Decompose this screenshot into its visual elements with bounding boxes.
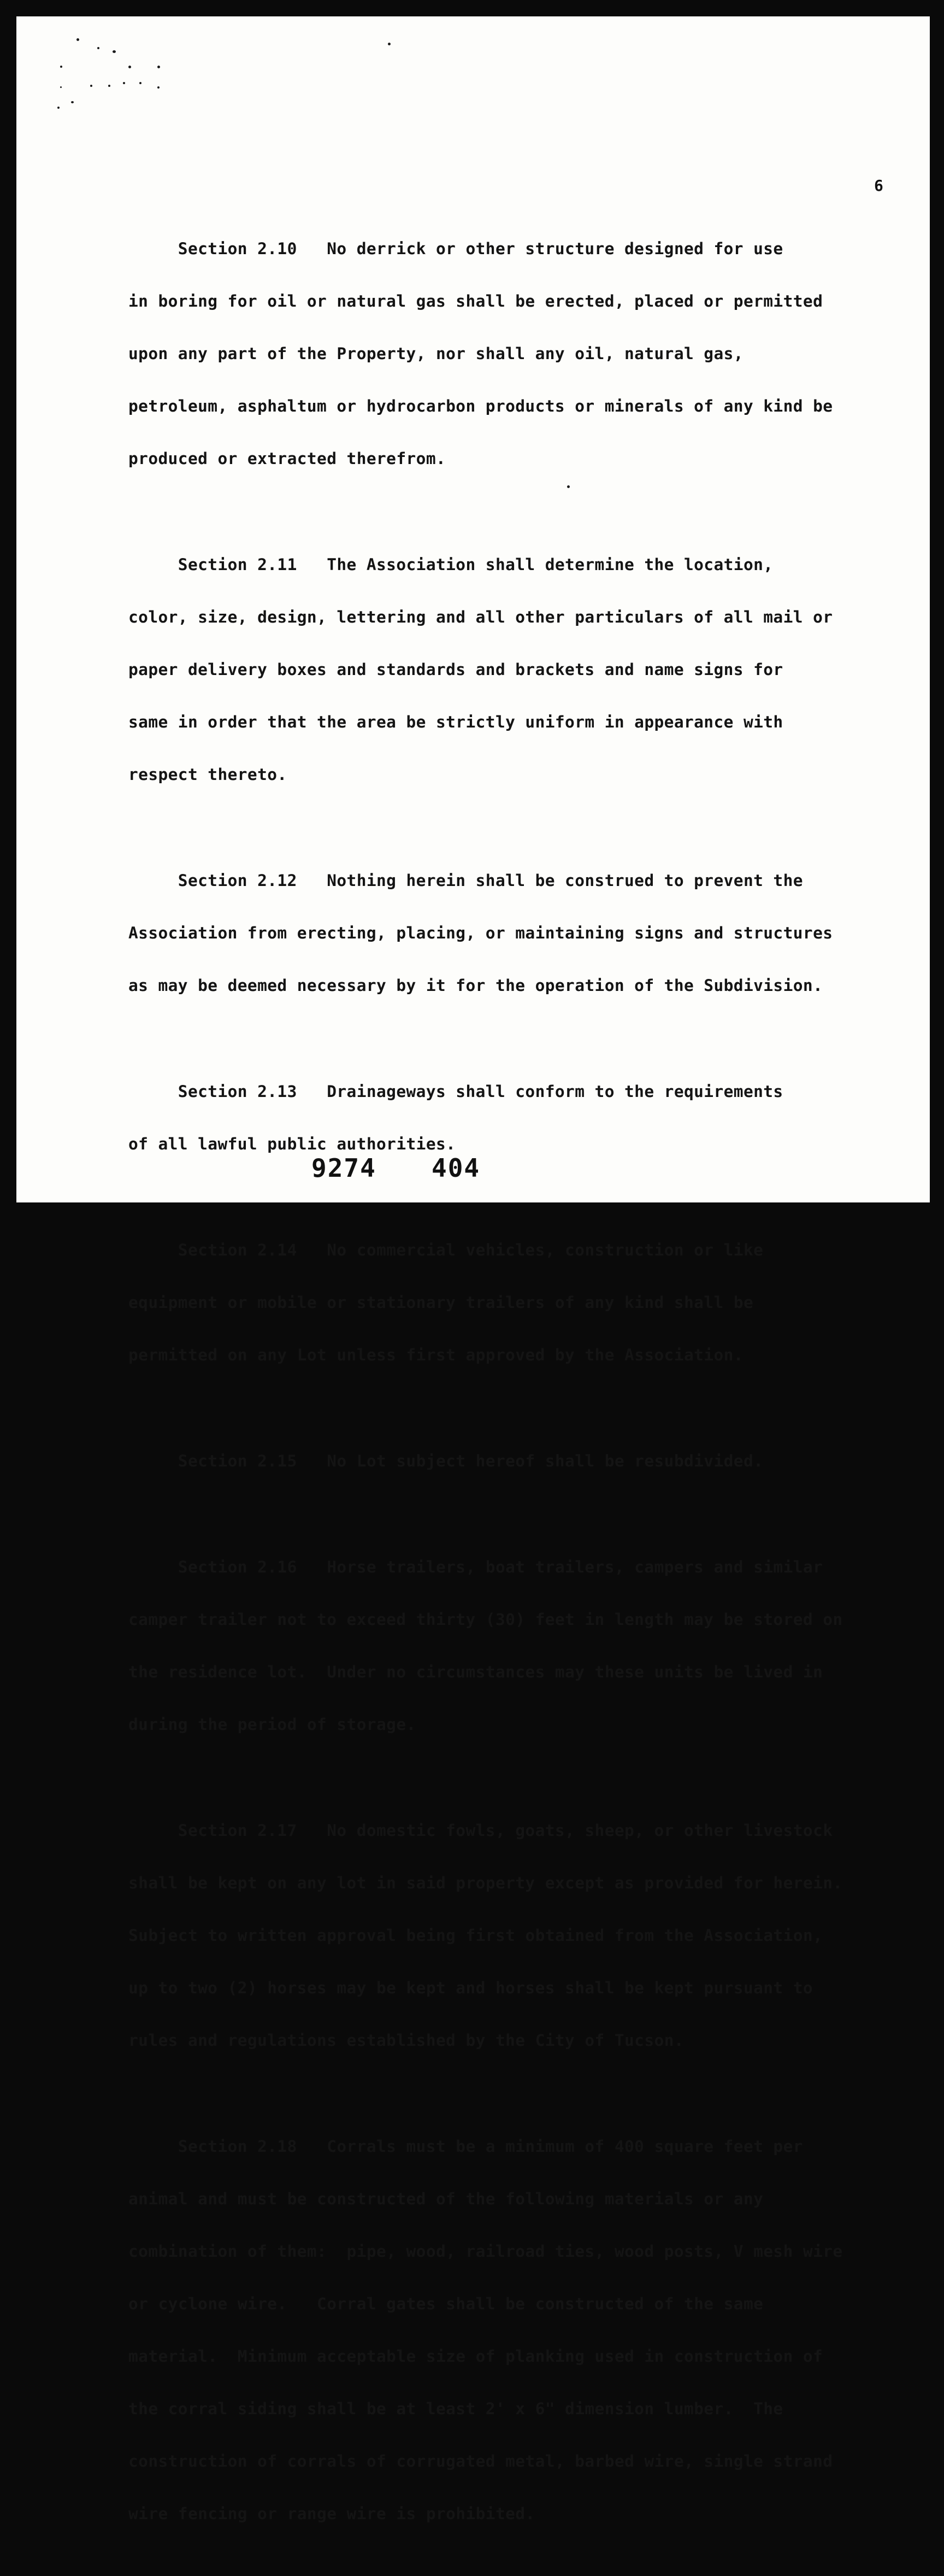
- text-line: the residence lot. Under no circumstances may these units be lived in: [128, 1663, 823, 1681]
- text-line: of all lawful public authorities.: [128, 1135, 456, 1153]
- scan-speck: [57, 107, 60, 109]
- scan-speck: [157, 86, 160, 89]
- scan-speck: [71, 101, 74, 103]
- section-2-15: [128, 1417, 910, 1505]
- scan-speck: [123, 82, 125, 84]
- text-line: same in order that the area be strictly uniform in appearance with: [128, 713, 783, 731]
- document-page: [16, 16, 930, 2523]
- section-2-16: [128, 1523, 910, 1768]
- text-line: the corral siding shall be at least 2' x 6" dimension lumber. The: [128, 2399, 783, 2418]
- text-line: Section 2.14 No commercial vehicles, construction or like: [128, 1241, 764, 1259]
- text-line: upon any part of the Property, nor shall any oil, natural gas,: [128, 344, 744, 363]
- scan-speck: [60, 66, 62, 68]
- text-line: Section 2.12 Nothing herein shall be construed to prevent the: [128, 871, 803, 890]
- text-line: construction of corrals of corrugated metal, barbed wire, single strand: [128, 2452, 833, 2471]
- text-line: permitted on any Lot unless first approved by the Association.: [128, 1346, 744, 1364]
- text-line: rules and regulations established by the City of Tucson.: [128, 2031, 684, 2050]
- text-line: produced or extracted therefrom.: [128, 449, 446, 468]
- text-line: combination of them: pipe, wood, railroad ties, wood posts, V mesh wire: [128, 2242, 843, 2261]
- scan-speck: [60, 86, 62, 88]
- text-line: up to two (2) horses may be kept and horses shall be kept pursuant to: [128, 1979, 813, 1997]
- text-line: Section 2.16 Horse trailers, boat trailers, campers and similar: [128, 1558, 823, 1576]
- section-2-10: [128, 205, 910, 502]
- text-line: Association from erecting, placing, or maintaining signs and structures: [128, 924, 833, 942]
- scan-speck: [388, 43, 391, 45]
- text-line: Section 2.13 Drainageways shall conform to the requirements: [128, 1082, 783, 1101]
- recording-reference-left: 9274: [311, 1153, 376, 1183]
- text-line: equipment or mobile or stationary trailers of any kind shall be: [128, 1293, 754, 1312]
- text-line: Subject to written approval being first obtained from the Association,: [128, 1926, 823, 1945]
- scan-speck: [139, 82, 141, 84]
- text-line: shall be kept on any lot in said property except as provided for herein.: [128, 1874, 843, 1892]
- scan-speck: [128, 66, 131, 68]
- section-2-14: [128, 1206, 910, 1399]
- scan-speck: [113, 50, 116, 53]
- text-line: as may be deemed necessary by it for the operation of the Subdivision.: [128, 976, 823, 995]
- text-line: color, size, design, lettering and all other particulars of all mail or: [128, 608, 833, 626]
- text-line: material. Minimum acceptable size of planking used in construction of: [128, 2347, 823, 2366]
- scan-speck: [97, 47, 99, 49]
- text-line: Section 2.10 No derrick or other structure designed for use: [128, 239, 783, 258]
- document-body: [128, 205, 910, 2576]
- text-line: Section 2.15 No Lot subject hereof shall be resubdivided.: [128, 1452, 764, 1470]
- text-line: petroleum, asphaltum or hydrocarbon products or minerals of any kind be: [128, 397, 833, 415]
- text-line: Section 2.17 No domestic fowls, goats, sheep, or other livestock: [128, 1821, 833, 1840]
- scan-speck: [76, 38, 79, 41]
- scan-speck: [157, 66, 160, 68]
- text-line: Section 2.18 Corrals must be a minimum of 400 square feet per: [128, 2137, 803, 2156]
- text-line: camper trailer not to exceed thirty (30) feet in length may be stored on: [128, 1610, 843, 1629]
- section-2-11: [128, 521, 910, 818]
- text-line: animal and must be constructed of the following materials or any: [128, 2190, 764, 2208]
- section-2-18: [128, 2103, 910, 2557]
- text-line: or cyclone wire. Corral gates shall be constructed of the same: [128, 2295, 764, 2313]
- scan-speck: [90, 85, 92, 87]
- section-2-17: [128, 1787, 910, 2084]
- text-line: in boring for oil or natural gas shall be erected, placed or permitted: [128, 292, 823, 310]
- text-line: Section 2.11 The Association shall determine the location,: [128, 555, 774, 574]
- text-line: respect thereto.: [128, 765, 287, 784]
- text-line: during the period of storage.: [128, 1715, 416, 1734]
- page-number: 6: [874, 177, 883, 195]
- text-line: wire fencing or range wire is prohibited.: [128, 2504, 535, 2523]
- section-2-12: [128, 837, 910, 1029]
- recording-reference-right: 404: [432, 1153, 481, 1183]
- scan-speck: [108, 85, 110, 87]
- text-line: paper delivery boxes and standards and brackets and name signs for: [128, 660, 783, 679]
- section-2-13: [128, 1048, 910, 1188]
